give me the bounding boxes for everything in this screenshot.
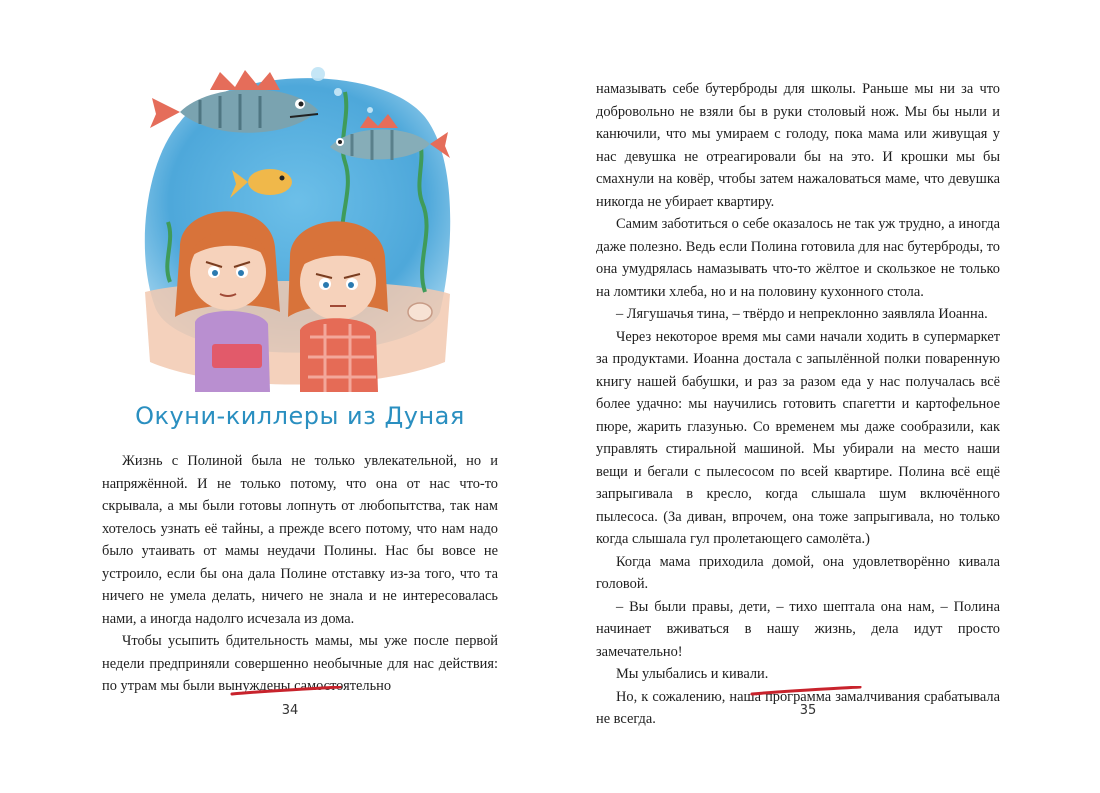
paragraph: Чтобы усыпить бдительность мамы, мы уже после первой недели предприняли совершенно необычные для нас действия: по утрам мы были вынуждены самостоятельно [102,633,498,694]
page-number: 34 [281,703,299,718]
page-number-rule [750,686,862,696]
right-page-text [596,78,1000,731]
paragraph: намазывать себе бутерброды для школы. Раньше мы ни за что добровольно не взяли бы в руки столовый нож. Мы бы ныли и канючили, что мы умираем с голоду, пока мама или живущая у нас девушка не отреагировали бы на это. И крошки мы бы смахнули на ковёр, чтобы затем нажаловаться маме, что девушка никогда не убирает квартиру. [596,81,1000,210]
paragraph: – Лягушачья тина, – твёрдо и непреклонно заявляла Иоанна. [616,306,988,322]
page-number-rule [230,686,342,696]
paragraph: Но, к сожалению, наша программа замалчивания срабатывала не всегда. [596,688,1000,727]
paragraph: Мы улыбались и кивали. [616,666,769,682]
paragraph: Самим заботиться о себе оказалось не так уж трудно, а иногда даже полезно. Ведь если Полина готовила для нас бутерброды, то она умудрялась намазывать что-то жёлтое и скользкое не только на ломтики хлеба, но и на половину кухонного стола. [596,216,1000,300]
two-kids-underwater-with-perch-fish-icon [140,62,452,392]
paragraph: – Вы были правы, дети, – тихо шептала она нам, – Полина начинает вживаться в нашу жизнь, дела идут просто замечательно! [596,598,1000,660]
paragraph: Через некоторое время мы сами начали ходить в супермаркет за продуктами. Иоанна достала с запылённой полки поваренную книгу нашей бабушки, и раз за разом еда у нас получалась всё более удачно: мы научились готовить спагетти и картофельное пюре, жарить глазунью. Со временем мы даже сообразили, как управлять стиральной машиной. Мы убирали на место наши вещи и бегали с пылесосом по всей квартире. Полина всё ещё запрыгивала в кресло, когда слышала шум включённого пылесоса. (За диван, впрочем, она тоже запрыгивала, но только когда слышала гул пролетающего самолёта.) [596,328,1000,547]
left-page-text [102,450,498,698]
page-number: 35 [799,703,817,718]
paragraph: Когда мама приходила домой, она удовлетворённо кивала головой. [596,553,1000,592]
chapter-title: Окуни-киллеры из Дуная [135,402,465,430]
right-page [550,0,1100,793]
paragraph: Жизнь с Полиной была не только увлекательной, но и напряжённой. И не только потому, что она от нас что-то скрывала, а мы были готовы лопнуть от любопытства, так нам хотелось узнать её тайны, а прежде всего потому, что нам надо было утаивать от мамы неудачи Полины. Нас бы вовсе не устроило, если бы она дала Полине отставку из-за того, что та ничего не умела делать, ничего не знала и не интересовалась нами, а иногда надолго исчезала из дома. [102,453,498,627]
chapter-illustration [140,62,452,392]
